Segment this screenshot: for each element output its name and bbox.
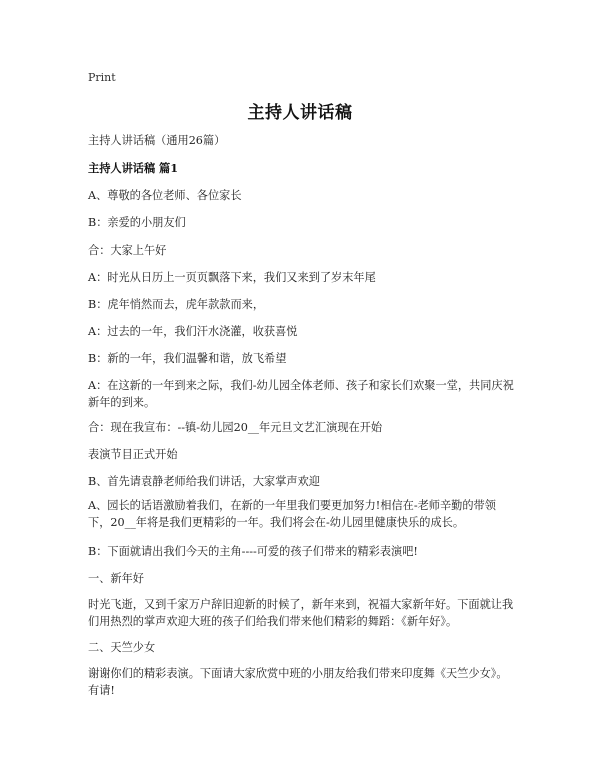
paragraph: 时光飞逝，又到千家万户辞旧迎新的时候了，新年来到，祝福大家新年好。下面就让我们用热烈的掌声欢迎大班的孩子们给我们带来他们精彩的舞蹈：《新年好》。 xyxy=(88,598,514,628)
paragraph: B：新的一年，我们温馨和谐，放飞希望 xyxy=(88,352,287,365)
print-link[interactable]: Print xyxy=(88,71,116,84)
document-subtitle: 主持人讲话稿（通用26篇） xyxy=(88,134,226,147)
paragraph: B：虎年悄然而去，虎年款款而来， xyxy=(88,298,265,311)
paragraph: 表演节目正式开始 xyxy=(88,448,178,461)
paragraph: 一、新年好 xyxy=(88,572,144,585)
document-title: 主持人讲话稿 xyxy=(247,103,353,123)
paragraph: 合：大家上午好 xyxy=(88,244,167,257)
paragraph: A、尊敬的各位老师、各位家长 xyxy=(88,189,242,202)
paragraph: 合：现在我宣布：--镇-幼儿园20__年元旦文艺汇演现在开始 xyxy=(88,421,383,434)
paragraph: 谢谢你们的精彩表演。下面请大家欣赏中班的小朋友给我们带来印度舞《天竺少女》。有请! xyxy=(88,667,508,697)
paragraph: A、园长的话语激励着我们，在新的一年里我们要更加努力!相信在-老师辛勤的带领下，20__年将是我们更精彩的一年。我们将会在-幼儿园里健康快乐的成长。 xyxy=(88,499,496,529)
paragraph: B：亲爱的小朋友们 xyxy=(88,216,186,229)
paragraph: A：时光从日历上一页页飘落下来，我们又来到了岁末年尾 xyxy=(88,271,376,284)
paragraph: 二、天竺少女 xyxy=(88,641,156,654)
paragraph: B、首先请袁静老师给我们讲话，大家掌声欢迎 xyxy=(88,475,320,488)
section-heading: 主持人讲话稿 篇1 xyxy=(88,161,178,175)
paragraph: A：过去的一年，我们汗水浇灌，收获喜悦 xyxy=(88,325,298,338)
paragraph: A：在这新的一年到来之际，我们-幼儿园全体老师、孩子和家长们欢聚一堂，共同庆祝新年的到来。 xyxy=(88,379,514,409)
paragraph: B：下面就请出我们今天的主角----可爱的孩子们带来的精彩表演吧! xyxy=(88,545,418,558)
